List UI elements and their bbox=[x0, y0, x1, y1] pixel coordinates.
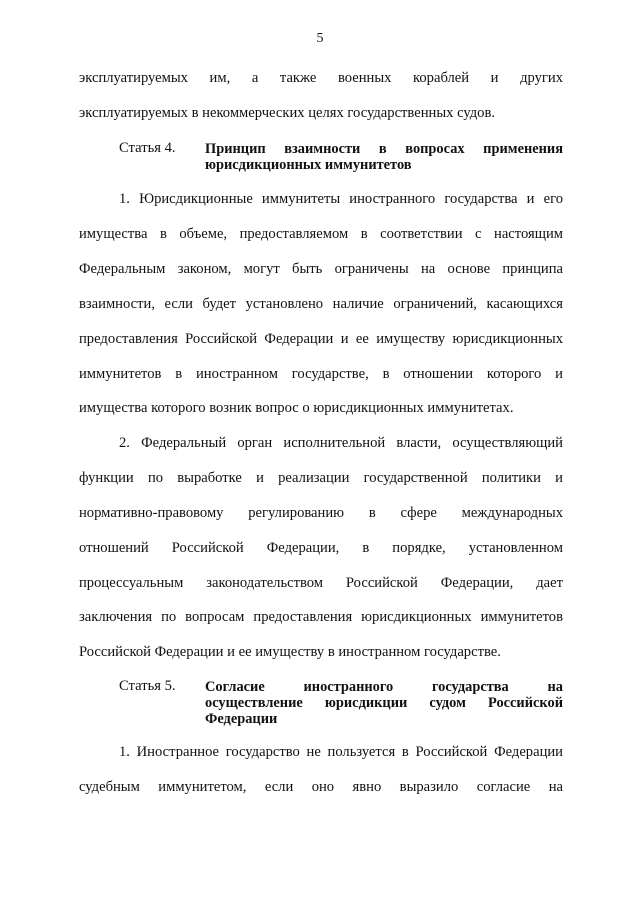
article-5-title-line: Согласие иностранного государства на bbox=[205, 679, 563, 695]
text-line: имущества в объеме, предоставляемом в соответствии с настоящим bbox=[79, 226, 563, 242]
article-5-title-line: осуществление юрисдикции судом Российской bbox=[205, 695, 563, 711]
article-4-label: Статья 4. bbox=[119, 140, 176, 156]
text-line: отношений Российской Федерации, в порядке, установленном bbox=[79, 540, 563, 556]
article-5-title-line: Федерации bbox=[205, 711, 278, 727]
text-line: судебным иммунитетом, если оно явно выразило согласие на bbox=[79, 779, 563, 795]
text-line: 1. Юрисдикционные иммунитеты иностранного государства и его bbox=[119, 191, 563, 207]
text-line: 2. Федеральный орган исполнительной власти, осуществляющий bbox=[119, 435, 563, 451]
text-line: взаимности, если будет установлено наличие ограничений, касающихся bbox=[79, 296, 563, 312]
text-line: иммунитетов в иностранном государстве, в отношении которого и bbox=[79, 366, 563, 382]
text-line: имущества которого возник вопрос о юрисдикционных иммунитетах. bbox=[79, 400, 514, 416]
text-line: функции по выработке и реализации государственной политики и bbox=[79, 470, 563, 486]
article-5-label: Статья 5. bbox=[119, 678, 176, 694]
text-line: заключения по вопросам предоставления юрисдикционных иммунитетов bbox=[79, 609, 563, 625]
text-line: 1. Иностранное государство не пользуется в Российской Федерации bbox=[119, 744, 563, 760]
article-4-title-line: Принцип взаимности в вопросах применения bbox=[205, 141, 563, 157]
page-number: 5 bbox=[316, 31, 324, 46]
article-4-title bbox=[205, 141, 563, 173]
text-line: Федеральным законом, могут быть ограничены на основе принципа bbox=[79, 261, 563, 277]
text-line: нормативно-правовому регулированию в сфере международных bbox=[79, 505, 563, 521]
text-line: эксплуатируемых в некоммерческих целях государственных судов. bbox=[79, 105, 496, 121]
article-4-title-line: юрисдикционных иммунитетов bbox=[205, 157, 412, 173]
text-line: эксплуатируемых им, а также военных кораблей и других bbox=[79, 70, 563, 86]
article-5-title bbox=[205, 679, 563, 727]
text-line: предоставления Российской Федерации и ее имуществу юрисдикционных bbox=[79, 331, 563, 347]
text-line: процессуальным законодательством Российской Федерации, дает bbox=[79, 575, 563, 591]
text-line: Российской Федерации и ее имуществу в иностранном государстве. bbox=[79, 644, 501, 660]
